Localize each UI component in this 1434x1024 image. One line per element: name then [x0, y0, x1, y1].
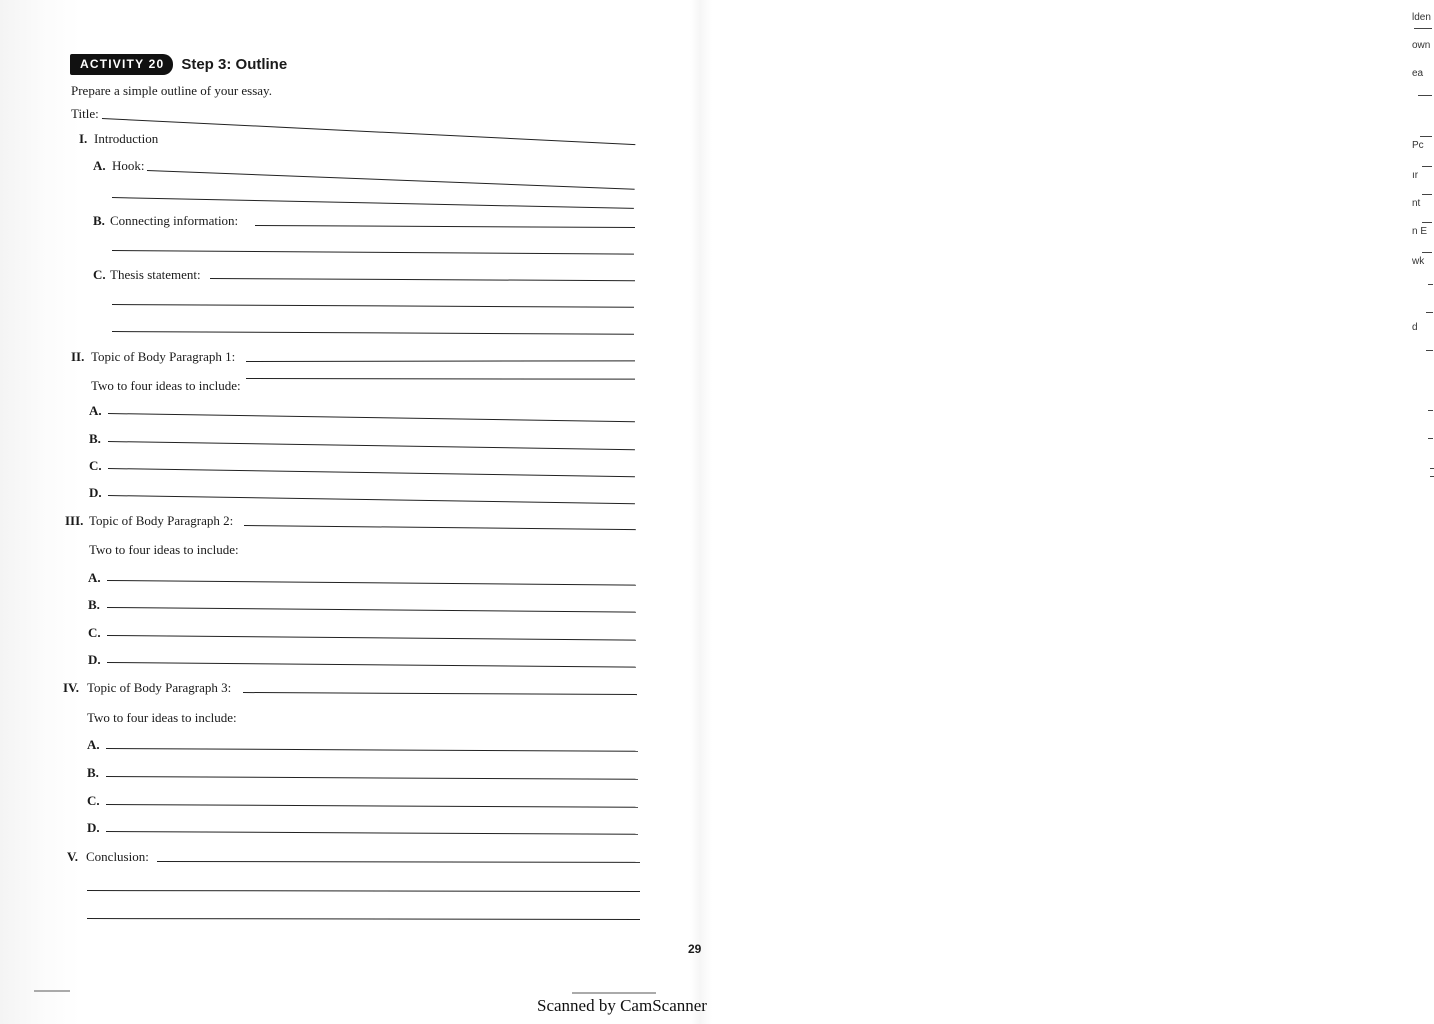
section-numeral: IV.: [63, 680, 80, 695]
idea-line[interactable]: [108, 495, 635, 504]
title-line[interactable]: [102, 118, 635, 145]
edge-fragment: ır: [1412, 170, 1419, 181]
scan-smudge: [572, 992, 656, 994]
body-paragraph-2-topic-label: Topic of Body Paragraph 2:: [89, 513, 234, 528]
conclusion-label: Conclusion:: [86, 849, 149, 864]
idea-line[interactable]: [107, 635, 636, 641]
hook-line-2[interactable]: [112, 197, 634, 209]
hook-line[interactable]: [147, 170, 635, 190]
edge-fragment: Pc: [1412, 140, 1424, 151]
edge-fragment: nt: [1412, 198, 1421, 209]
thesis-statement-line-2[interactable]: [112, 304, 634, 308]
hook-label: Hook:: [112, 158, 145, 173]
conclusion-line-3[interactable]: [87, 918, 640, 920]
idea-line[interactable]: [106, 776, 638, 780]
connecting-information-line-2[interactable]: [112, 250, 634, 255]
edge-fragment: own: [1412, 40, 1431, 51]
edge-rule: [1430, 468, 1434, 469]
thesis-statement-line[interactable]: [210, 278, 635, 281]
activity-badge: ACTIVITY 20: [70, 54, 173, 75]
idea-line[interactable]: [106, 748, 638, 752]
adjacent-page-edge: [700, 0, 1431, 1024]
item-letter: A.: [93, 158, 106, 173]
scan-smudge: [34, 990, 70, 992]
ideas-label: Two to four ideas to include:: [87, 710, 237, 725]
idea-line[interactable]: [107, 580, 636, 586]
thesis-statement-line-3[interactable]: [112, 331, 634, 335]
item-letter: C.: [93, 267, 106, 282]
edge-rule: [1430, 476, 1434, 477]
edge-rule: [1428, 438, 1433, 439]
item-letter: D.: [88, 652, 101, 667]
connecting-information-label: Connecting information:: [110, 213, 239, 228]
conclusion-line-2[interactable]: [87, 890, 640, 892]
item-letter: B.: [89, 431, 101, 446]
idea-line[interactable]: [107, 662, 636, 668]
ideas-label: Two to four ideas to include:: [89, 542, 239, 557]
introduction-heading: Introduction: [94, 131, 159, 146]
thesis-statement-label: Thesis statement:: [110, 267, 201, 282]
edge-fragment: n E: [1412, 226, 1428, 237]
idea-line[interactable]: [108, 413, 635, 422]
body-paragraph-1-topic-line-2[interactable]: [246, 378, 635, 380]
item-letter: C.: [89, 458, 102, 473]
activity-header: [70, 54, 287, 75]
page-number: 29: [688, 942, 702, 956]
idea-line[interactable]: [107, 607, 636, 613]
edge-fragment: lden: [1412, 12, 1431, 23]
section-numeral: V.: [67, 849, 78, 864]
item-letter: A.: [89, 403, 102, 418]
edge-fragment: ea: [1412, 68, 1424, 79]
edge-rule: [1426, 312, 1433, 313]
item-letter: B.: [88, 597, 100, 612]
step-title: Step 3: Outline: [181, 56, 288, 73]
idea-line[interactable]: [108, 441, 635, 450]
connecting-information-line[interactable]: [255, 225, 635, 228]
body-paragraph-3-topic-line[interactable]: [243, 692, 637, 695]
body-paragraph-2-topic-line[interactable]: [244, 525, 636, 530]
item-letter: D.: [89, 485, 102, 500]
edge-rule: [1414, 28, 1432, 29]
body-paragraph-1-topic-label: Topic of Body Paragraph 1:: [91, 349, 236, 364]
scanner-watermark: Scanned by CamScanner: [537, 996, 707, 1015]
body-paragraph-3-topic-label: Topic of Body Paragraph 3:: [87, 680, 232, 695]
body-paragraph-1-topic-line[interactable]: [246, 360, 635, 362]
section-numeral: I.: [79, 131, 88, 146]
edge-fragment: d: [1412, 322, 1418, 333]
edge-rule: [1428, 284, 1433, 285]
idea-line[interactable]: [106, 831, 638, 835]
ideas-label: Two to four ideas to include:: [91, 378, 241, 393]
item-letter: B.: [87, 765, 99, 780]
edge-fragment: wk: [1412, 256, 1425, 267]
instructions-text: Prepare a simple outline of your essay.: [71, 83, 272, 98]
edge-rule: [1426, 350, 1433, 351]
edge-rule: [1422, 194, 1432, 195]
idea-line[interactable]: [108, 468, 635, 477]
item-letter: A.: [88, 570, 101, 585]
conclusion-line[interactable]: [157, 861, 640, 863]
title-label: Title:: [71, 106, 99, 121]
idea-line[interactable]: [106, 804, 638, 808]
edge-rule: [1422, 252, 1432, 253]
edge-rule: [1418, 95, 1432, 96]
item-letter: C.: [88, 625, 101, 640]
edge-rule: [1428, 410, 1433, 411]
edge-rule: [1422, 222, 1432, 223]
item-letter: C.: [87, 793, 100, 808]
section-numeral: III.: [65, 513, 84, 528]
edge-rule: [1422, 166, 1432, 167]
section-numeral: II.: [71, 349, 85, 364]
item-letter: D.: [87, 820, 100, 835]
item-letter: A.: [87, 737, 100, 752]
edge-rule: [1420, 136, 1432, 137]
item-letter: B.: [93, 213, 105, 228]
